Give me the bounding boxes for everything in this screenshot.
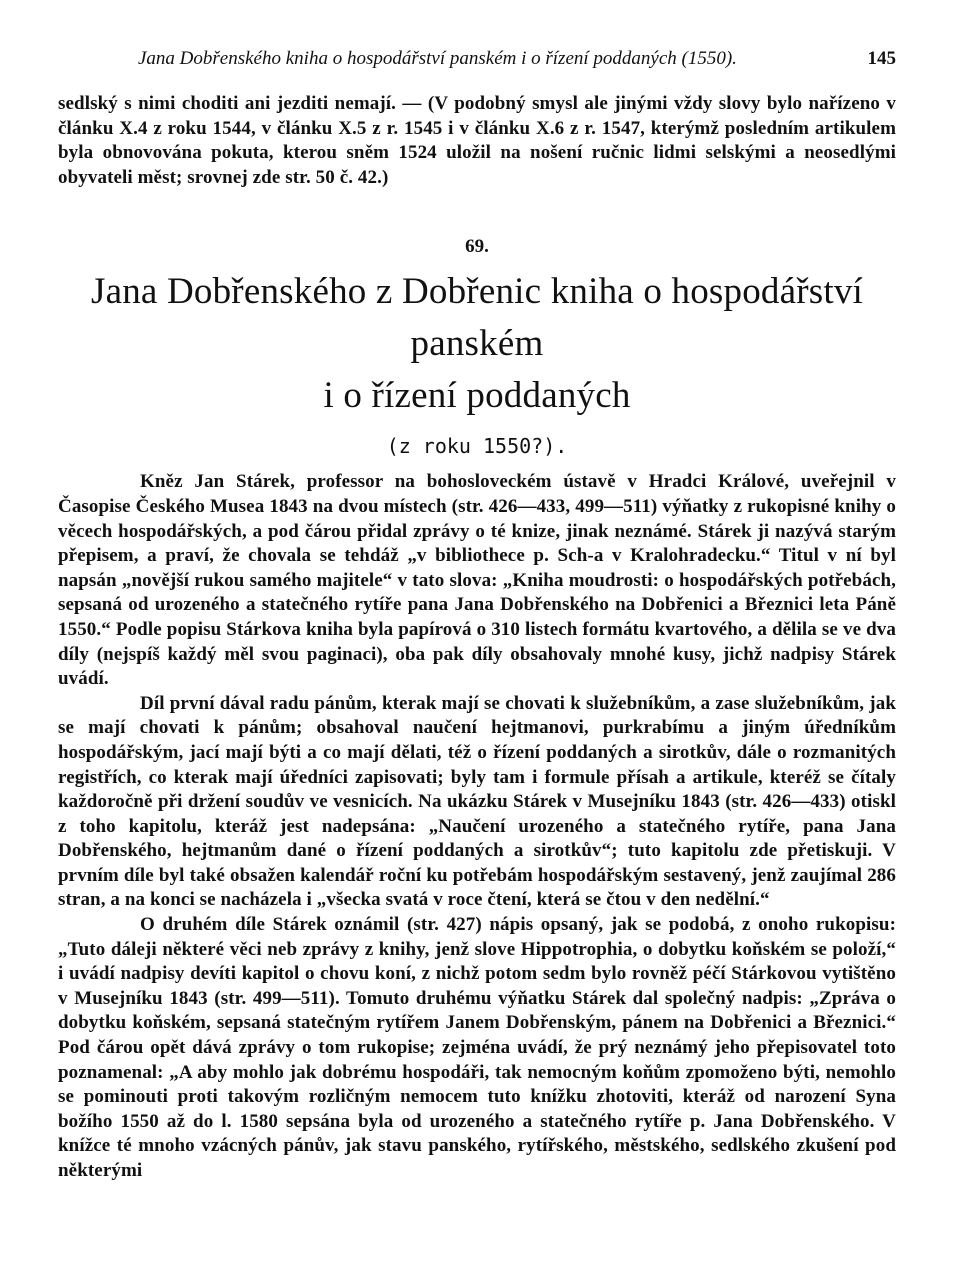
intro-paragraph: sedlský s nimi choditi ani jezditi nemají. — (V podobný smysl ale jinými vždy slovy bylo nařízeno v článku X.4 z roku 1544, v článku X.5 z r. 1545 i v článku X.6 z r. 1547, kterýmž posledním artikulem byla obnovována pokuta, kterou sněm 1524 uložil na nošení ručnic lidmi selskými a neosedlými obyvateli měst; srovnej zde str. 50 č. 42.) xyxy=(58,93,896,188)
section-title-line-2: i o řízení poddaných xyxy=(323,375,631,417)
body-paragraph-2: Díl první dával radu pánům, kterak mají se chovati k služebníkům, a zase služebníkům, jak se mají chovati k pánům; obsahoval naučení hejtmanovi, purkrabímu a jiným úředníkům hospodářským, jací mají býti a co mají dělati, též o řízení poddaných a sirotkův, dále o rozmanitých registřích, co kterak mají úředníci zapisovati; byly tam i formule přísah a artikule, kteréž se čítaly každoročně při držení soudův ve vesnicích. Na ukázku Stárek v Musejníku 1843 (str. 426—433) otiskl z toho kapitolu, kteráž jest nadepsána: „Naučení urozeného a statečného rytíře, pana Jana Dobřenského, hejtmanům dané o řízení poddaných a sirotkův“; tuto kapitolu zde přetiskuji. V prvním díle byl také obsažen kalendář roční ku potřebám hospodářským sestavený, jenž zaujímal 286 stran, a na konci se nacházela i „všecka svatá v roce čtení, která se čtou v den nedělní.“ xyxy=(58,692,896,911)
document-page xyxy=(58,48,896,1184)
running-title: Jana Dobřenského kniha o hospodářství panském i o řízení poddaných (1550). xyxy=(138,48,737,69)
section-date: (z roku 1550?). xyxy=(386,434,568,459)
section-title-line-1: Jana Dobřenského z Dobřenic kniha o hospodářství panském xyxy=(90,271,864,365)
running-head xyxy=(58,48,896,80)
section-number: 69. xyxy=(465,236,489,258)
body-paragraph-3: O druhém díle Stárek oznámil (str. 427) nápis opsaný, jak se podobá, z onoho rukopisu: „Tuto dáleji některé věci neb zprávy z knihy, jenž slove Hippotrophia, o dobytku koňském se položí,“ i uvádí nadpisy devíti kapitol o chovu koní, z nichž potom sedm bylo rovněž péčí Stárkovou vytištěno v Musejníku 1843 (str. 499—511). Tomuto druhému výňatku Stárek dal společný nadpis: „Zpráva o dobytku koňském, sepsaná statečným rytířem Janem Dobřenským, pánem na Dobřenici a Březnici.“ Pod čárou opět dává zprávy o tom rukopise; zejména uvádí, že prý neznámý jeho přepisovatel toto poznamenal: „A aby mohlo jak dobrému hospodáři, tak nemocným koňům zpomoženo býti, nemohlo se pominouti proti takovým rozličným nemocem tuto knížku zhotoviti, kteráž od narození Syna božího 1550 až do l. 1580 sepsána byla od urozeného a statečného rytíře p. Jana Dobřenského. V knížce té mnoho vzácných pánův, jak stavu panského, rytířského, městského, sedlského zkušení pod některými xyxy=(58,914,896,1181)
body-paragraph-1: Kněz Jan Stárek, professor na bohosloveckém ústavě v Hradci Králové, uveřejnil v Časopise Českého Musea 1843 na dvou místech (str. 426—433, 499—511) výňatky z rukopisné knihy o věcech hospodářských, a pod čárou přidal zprávy o té knize, jinak neznámé. Stárek ji nazývá starým přepisem, a praví, že chovala se tehdáž „v bibliothece p. Sch-a v Kralohradecku.“ Titul v ní byl napsán „novější rukou samého majitele“ v tato slova: „Kniha moudrosti: o hospodářských potřebách, sepsaná od urozeného a statečného rytíře pana Jana Dobřenského na Dobřenici a Březnici leta Páně 1550.“ Podle popisu Stárkova kniha byla papírová o 310 listech formátu kvartového, a dělila se ve dva díly (nejspíš každý měl svou paginaci), oba pak díly obsahovaly mnohé kusy, jichž nadpisy Stárek uvádí. xyxy=(58,471,896,690)
page-number: 145 xyxy=(867,48,896,69)
section-title xyxy=(58,266,896,422)
